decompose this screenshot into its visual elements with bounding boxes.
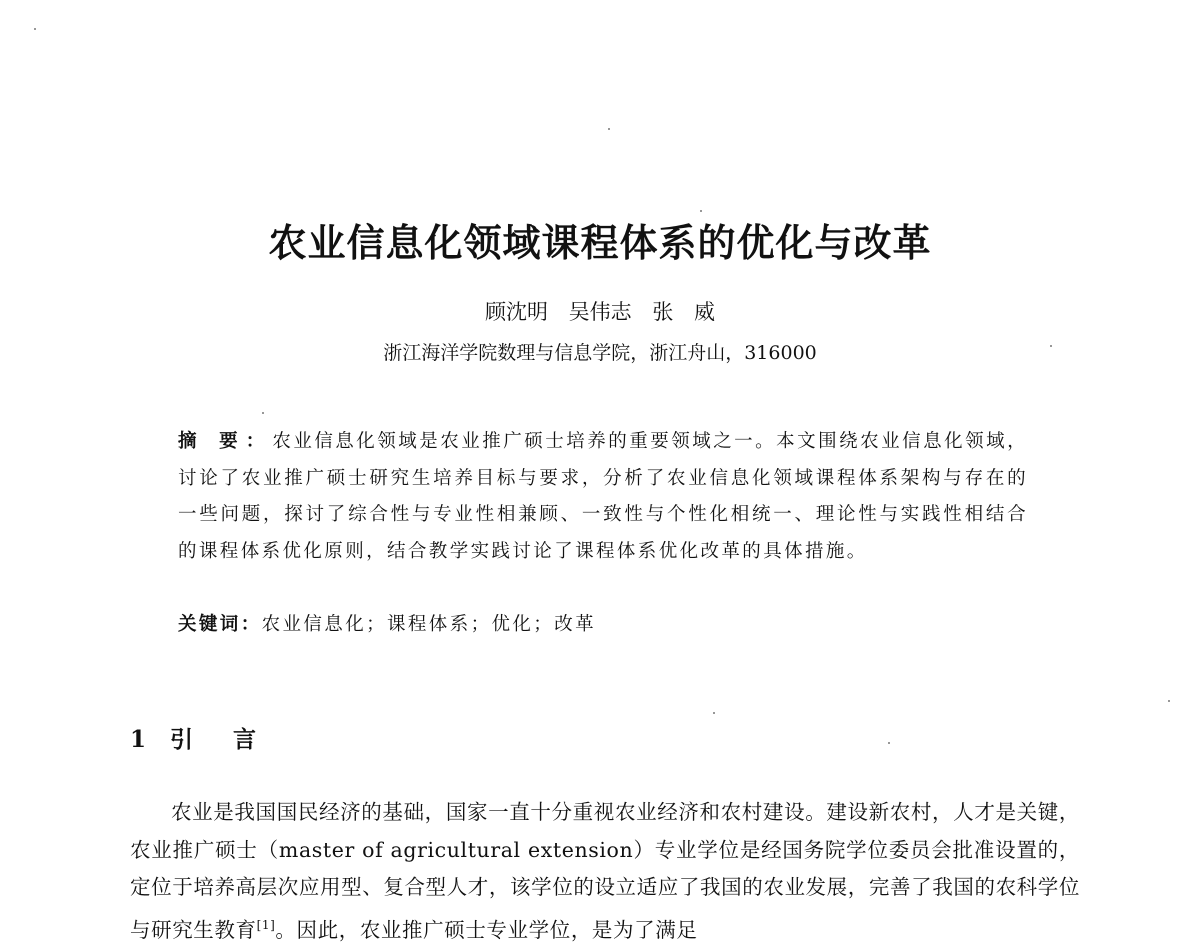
section-title: 引 言 xyxy=(170,726,273,753)
keywords-label: 关键词： xyxy=(178,614,262,635)
abstract xyxy=(178,424,1028,570)
authors: 顾沈明 吴伟志 张 威 xyxy=(484,300,716,324)
paper-title: 农业信息化领域课程体系的优化与改革 xyxy=(268,220,932,265)
scan-speck xyxy=(608,128,610,130)
scan-speck xyxy=(262,412,264,414)
body-text-cont: 。因此，农业推广硕士专业学位，是为了满足 xyxy=(275,917,698,942)
scan-speck xyxy=(713,712,715,714)
section-number: 1 xyxy=(130,726,147,753)
abstract-text: 农业信息化领域是农业推广硕士培养的重要领域之一。本文围绕农业信息化领域，讨论了农业推广硕士研究生培养目标与要求，分析了农业信息化领域课程体系架构与存在的一些问题，探讨了综合性与专业性相兼顾、一致性与个性化相统一、理论性与实践性相结合的课程体系优化原则，结合教学实践讨论了课程体系优化改革的具体措施。 xyxy=(178,431,1028,562)
keywords xyxy=(178,607,1028,643)
keywords-text: 农业信息化；课程体系；优化；改革 xyxy=(261,614,597,635)
affiliation: 浙江海洋学院数理与信息学院，浙江舟山，316000 xyxy=(383,342,817,364)
citation-ref: [1] xyxy=(256,917,276,932)
body-text: 农业是我国国民经济的基础，国家一直十分重视农业经济和农村建设。建设新农村，人才是关键，农业推广硕士（master of agricultural extension）专业学位是经国务院学位委员会批准设置的，定位于培养高层次应用型、复合型人才，该学位的设立适应了我国的农业发展，完善了我国的农科学位与研究生教育 xyxy=(130,800,1080,942)
section-heading xyxy=(130,721,272,754)
scan-speck xyxy=(888,742,890,744)
scan-speck xyxy=(1050,345,1052,347)
scan-speck xyxy=(34,28,36,30)
body-paragraph xyxy=(130,794,1080,949)
scan-speck xyxy=(700,210,702,212)
abstract-label: 摘 要： xyxy=(178,431,273,452)
scan-speck xyxy=(1168,700,1170,702)
